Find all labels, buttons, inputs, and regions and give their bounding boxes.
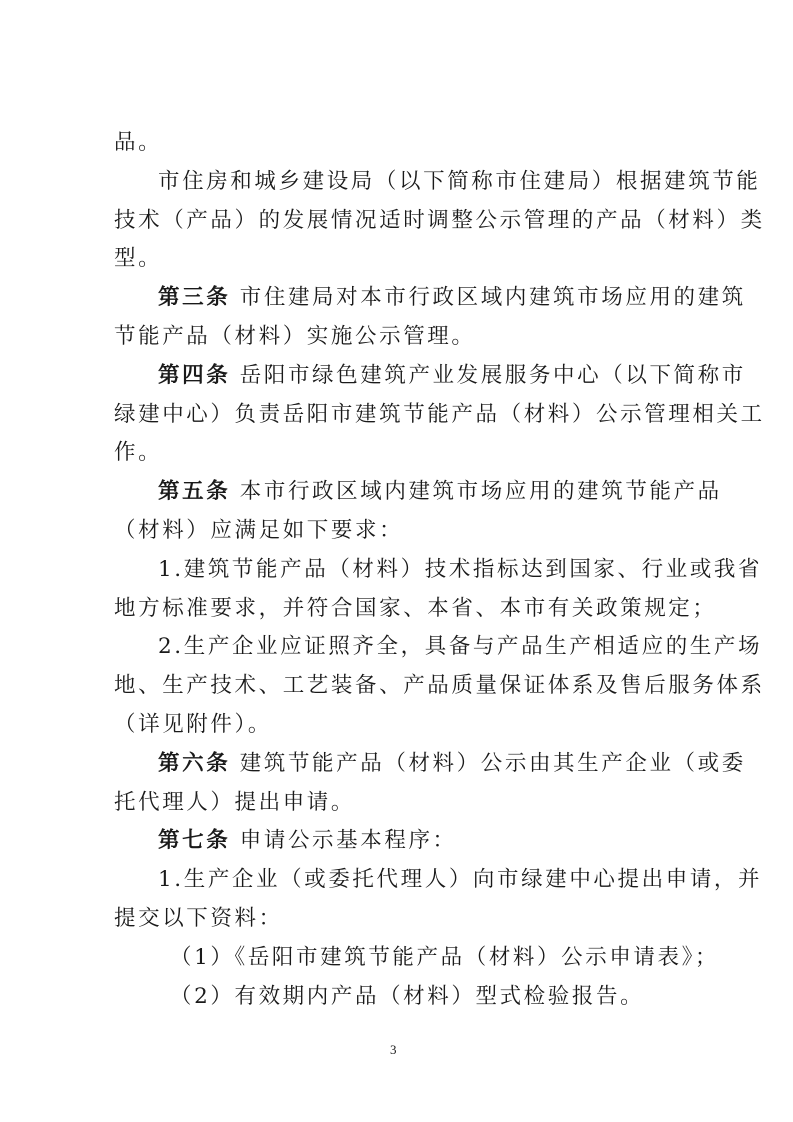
article-4-line: 第四条 岳阳市绿色建筑产业发展服务中心（以下简称市 <box>158 362 746 388</box>
body-line: 2.生产企业应证照齐全，具备与产品生产相适应的生产场 <box>158 634 763 660</box>
article-6-line: 第六条 建筑节能产品（材料）公示由其生产企业（或委 <box>158 750 746 776</box>
body-line: 托代理人）提出申请。 <box>114 789 356 815</box>
body-line: 技术（产品）的发展情况适时调整公示管理的产品（材料）类 <box>114 207 765 233</box>
body-line: 地、生产技术、工艺装备、产品质量保证体系及售后服务体系 <box>114 673 765 699</box>
article-heading: 第三条 <box>158 285 231 311</box>
body-line: 节能产品（材料）实施公示管理。 <box>114 324 476 349</box>
article-5-line: 第五条 本市行政区域内建筑市场应用的建筑节能产品 <box>158 479 722 505</box>
body-line: 型。 <box>114 246 163 272</box>
body-line: 品。 <box>114 130 163 155</box>
body-line: 1.建筑节能产品（材料）技术指标达到国家、行业或我省 <box>158 556 763 582</box>
article-heading: 第七条 <box>158 828 231 854</box>
article-heading: 第四条 <box>158 362 231 388</box>
article-heading: 第六条 <box>158 750 231 776</box>
body-line: 作。 <box>114 440 163 466</box>
body-line: 提交以下资料： <box>114 906 283 931</box>
list-item-line: （2）有效期内产品（材料）型式检验报告。 <box>170 983 645 1009</box>
article-7-line: 第七条 申请公示基本程序： <box>158 828 457 854</box>
list-item-line: （1）《岳阳市建筑节能产品（材料）公示申请表》； <box>170 944 720 970</box>
body-line: 绿建中心）负责岳阳市建筑节能产品（材料）公示管理相关工 <box>114 401 765 427</box>
body-line: 市住房和城乡建设局（以下简称市住建局）根据建筑节能 <box>158 168 761 194</box>
article-3-line: 第三条 市住建局对本市行政区域内建筑市场应用的建筑 <box>158 285 746 311</box>
body-line: 1.生产企业（或委托代理人）向市绿建中心提出申请，并 <box>158 867 763 893</box>
body-line: （详见附件）。 <box>114 712 272 737</box>
body-line: 地方标准要求，并符合国家、本省、本市有关政策规定； <box>114 595 717 621</box>
page-number: 3 <box>390 1042 397 1057</box>
body-line: （材料）应满足如下要求： <box>114 518 404 543</box>
article-heading: 第五条 <box>158 479 231 505</box>
